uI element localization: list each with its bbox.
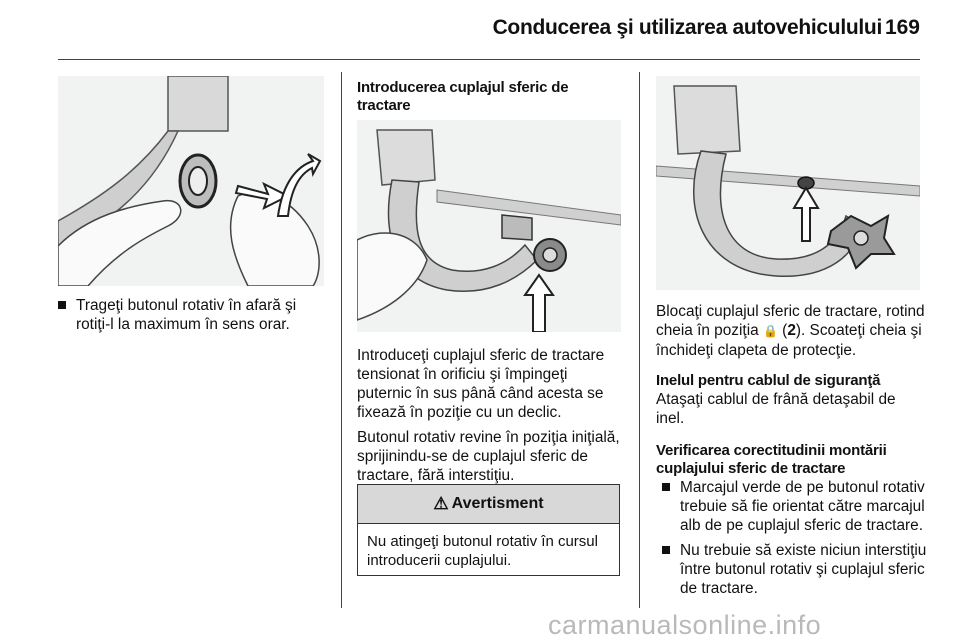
instruction-block-3 — [656, 302, 928, 598]
paragraph-lock: Blocaţi cuplajul sferic de tractare, rotind cheia în poziţia 🔒 (2). Scoateţi cheia şi închideţi clapeta de protecţie. — [656, 303, 925, 359]
paragraph-knob-return: Butonul rotativ revine în poziţia iniţială, sprijinindu-se de cuplajul sferic de tractare, fără interstiţiu. — [357, 429, 620, 484]
warning-title: Avertisment — [451, 495, 544, 512]
paragraph-insert: Introduceţi cuplajul sferic de tractare tensionat în orificiu şi împingeţi puternic în sus până când acesta se fixează în poziţie cu un declic. — [357, 347, 605, 421]
section-heading-insert-coupling: Introducerea cuplajul sferic de tractare — [357, 79, 569, 114]
illustration-insert-coupling — [357, 120, 621, 332]
bullet-text: Trageţi butonul rotativ în afară şi rotiţi-l la maximum în sens orar. — [76, 297, 297, 333]
page-title: Conducerea şi utilizarea autovehiculului — [492, 16, 882, 39]
list-item: Nu trebuie să existe niciun interstiţiu între butonul rotativ şi cuplajul sferic de tractare. — [662, 541, 928, 598]
bullet-square-icon — [662, 546, 670, 554]
paragraph-attach-cable: Ataşaţi cablul de frână detaşabil de inel. — [656, 391, 896, 427]
section-heading-verify: Verificarea corectitudinii montării cuplajului sferic de tractare — [656, 442, 887, 477]
list-item — [58, 296, 328, 334]
instruction-block-1 — [58, 296, 328, 334]
warning-text: Nu atingeţi butonul rotativ în cursul introducerii cuplajului. — [367, 533, 598, 569]
illustration-pull-rotate-knob — [58, 76, 324, 286]
instruction-block-2 — [357, 346, 622, 485]
lock-icon: 🔒 — [762, 324, 778, 338]
warning-header — [358, 485, 619, 524]
column-divider-2 — [639, 72, 640, 608]
column-divider-1 — [341, 72, 342, 608]
bullet-square-icon — [662, 483, 670, 491]
bullet-square-icon — [58, 301, 66, 309]
watermark: carmanualsonline.info — [548, 610, 822, 640]
warning-triangle-icon: ⚠ — [433, 494, 449, 513]
list-item: Marcajul verde de pe butonul rotativ trebuie să fie orientat către marcajul alb de pe cuplajul sferic de tractare. — [662, 478, 928, 535]
header-divider — [58, 59, 920, 60]
section-heading-safety-ring: Inelul pentru cablul de siguranţă — [656, 372, 881, 389]
page-number: 169 — [884, 16, 920, 39]
warning-box — [357, 484, 620, 576]
illustration-lock-coupling — [656, 76, 920, 290]
